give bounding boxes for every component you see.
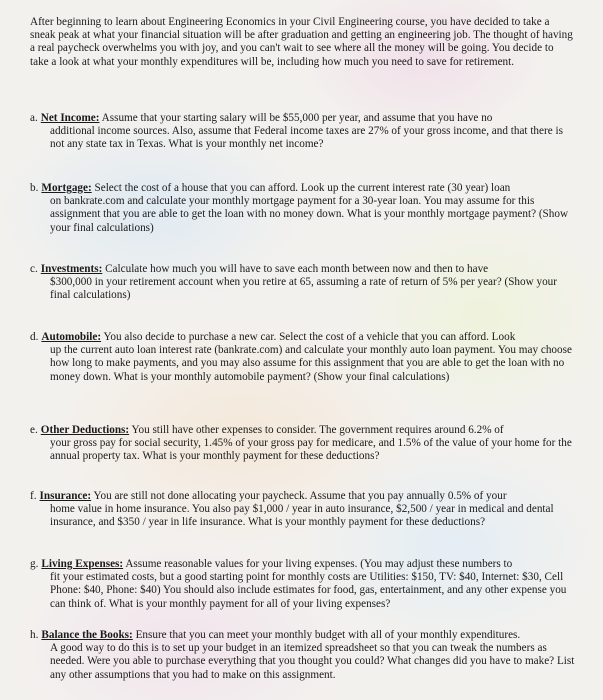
intro-paragraph: After beginning to learn about Engineering Economics in your Civil Engineering course, you have decided to take a sneak peak at what your financial situation will be after graduation and getting an engineering job. The thought of having a real paycheck overwhelms you with joy, and you can't wait to see where all the money will be going. You decide to take a look at what your monthly expenditures will be, including how much you need to save for retirement. [30,16,573,68]
question-text: Select the cost of a house that you can afford. Look up the current interest rate (30 year) loan [94,182,511,194]
question-text: Assume reasonable values for your living expenses. (You may adjust these numbers to [125,558,513,570]
question-letter: a. [30,112,38,124]
question-heading: Mortgage: [41,182,92,194]
question-c-investments [30,263,575,303]
question-d-automobile [30,331,575,384]
question-letter: c. [30,263,38,275]
question-heading: Investments: [40,263,103,275]
question-letter: f. [30,490,37,502]
question-heading: Automobile: [41,331,102,343]
question-text: Calculate how much you will have to save each month between now and then to have [105,263,489,275]
question-letter: g. [30,558,39,570]
question-letter: d. [30,331,39,343]
question-first-line [30,331,575,344]
question-a-net-income [30,112,575,152]
question-text: Assume that your starting salary will be $55,000 per year, and assume that you have no [101,112,493,124]
question-first-line [30,424,575,437]
question-heading: Living Expenses: [41,558,124,570]
question-continuation: A good way to do this is to set up your budget in an itemized spreadsheet so that you can tweak the numbers as needed. Were you able to purchase everything that you thought you could? What changes did you have to make? List any other assumptions that you had to make on this assignment. [50,642,575,681]
question-continuation: $300,000 in your retirement account when you retire at 65, assuming a rate of return of 5% per year? (Show your final calculations) [50,276,558,302]
question-text: Ensure that you can meet your monthly budget with all of your monthly expenditures. [135,629,521,641]
question-continuation: home value in home insurance. You also pay $1,000 / year in auto insurance, $2,500 / year in medical and dental insurance, and $350 / year in life insurance. What is your monthly payment for these deductions? [50,503,554,529]
question-first-line [30,112,575,125]
question-heading: Balance the Books: [41,629,133,641]
question-continuation: additional income sources. Also, assume that Federal income taxes are 27% of your gross income, and that there is not any state tax in Texas. What is your monthly net income? [50,125,563,151]
question-heading: Other Deductions: [40,424,130,436]
question-b-mortgage [30,182,575,235]
question-heading: Net Income: [40,112,100,124]
question-first-line [30,490,575,503]
question-first-line [30,558,575,571]
question-heading: Insurance: [39,490,92,502]
question-continuation: up the current auto loan interest rate (bankrate.com) and calculate your monthly auto loan payment. You may choose how long to make payments, and you may also assume for this assignment that you are able to get the loan with no money down. What is your monthly automobile payment? (Show your final calculations) [50,344,572,383]
question-first-line [30,182,575,195]
question-letter: b. [30,182,39,194]
question-h-balance-the-books [30,629,575,682]
question-g-living-expenses [30,558,575,611]
question-text: You are still not done allocating your paycheck. Assume that you pay annually 0.5% of your [93,490,507,502]
question-continuation: fit your estimated costs, but a good starting point for monthly costs are Utilities: $150, TV: $40, Internet: $30, Cell Phone: $40, Phone: $40) You should also include estimates for food, gas, entertainment, and any other expense you can think of. What is your monthly payment for all of your living expenses? [50,571,567,610]
question-first-line [30,629,575,642]
question-f-insurance [30,490,575,530]
question-letter: e. [30,424,38,436]
question-continuation: on bankrate.com and calculate your monthly mortgage payment for a 30-year loan. You may assume for this assignment that you are able to get the loan with no money down. What is your monthly mortgage payment? (Show your final calculations) [50,195,569,234]
question-letter: h. [30,629,39,641]
question-e-other-deductions [30,424,575,464]
question-text: You also decide to purchase a new car. Select the cost of a vehicle that you can afford. Look [103,331,516,343]
question-first-line [30,263,575,276]
question-text: You still have other expenses to consider. The government requires around 6.2% of [131,424,504,436]
question-continuation: your gross pay for social security, 1.45% of your gross pay for medicare, and 1.5% of the value of your home for the annual property tax. What is your monthly payment for these deductions? [50,437,572,463]
